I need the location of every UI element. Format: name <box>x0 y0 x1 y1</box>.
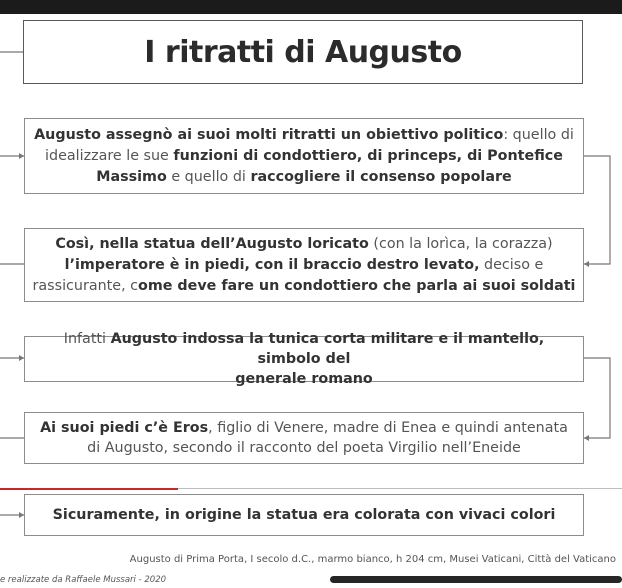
box4-line1-rest: , figlio di Venere, madre di Enea e quindi antenata <box>208 420 568 436</box>
image-caption: Augusto di Prima Porta, I secolo d.C., marmo bianco, h 204 cm, Musei Vaticani, Città del Vaticano <box>129 554 616 565</box>
box4-line1-bold: Ai suoi piedi c’è Eros <box>40 420 209 436</box>
text-box-5 <box>24 494 584 536</box>
box2-line2-bold: l’imperatore è in piedi, con il braccio destro levato, <box>64 256 480 273</box>
progress-line <box>0 488 178 490</box>
box1-line3-bold2: raccogliere il consenso popolare <box>250 168 512 185</box>
page-title: I ritratti di Augusto <box>144 34 462 70</box>
box4-line2: di Augusto, secondo il racconto del poeta Virgilio nell’Eneide <box>87 440 521 456</box>
scrollbar[interactable] <box>330 576 622 583</box>
box2-line3-start: rassicurante, c <box>32 277 139 294</box>
box5-line1-bold: Sicuramente, in origine la statua era colorata con vivaci colori <box>52 506 556 523</box>
box1-line1-bold: Augusto assegnò ai suoi molti ritratti un obiettivo politico <box>34 126 504 143</box>
title-box <box>23 20 583 84</box>
box2-line3-bold: ome deve fare un condottiero che parla ai suoi soldati <box>138 277 576 294</box>
box2-line2-rest: deciso e <box>479 256 544 273</box>
box1-line2-start: idealizzare le sue <box>45 147 174 164</box>
text-box-2 <box>24 228 584 302</box>
box3-line1-bold: Augusto indossa la tunica corta militare e il mantello, simbolo del <box>110 331 545 367</box>
divider-line <box>178 488 622 489</box>
box1-line1-rest: : quello di <box>503 126 574 143</box>
credit-text: e realizzate da Raffaele Mussari - 2020 <box>0 575 167 585</box>
text-box-4 <box>24 412 584 464</box>
box2-line1-bold: Così, nella statua dell’Augusto loricato <box>55 235 369 252</box>
box1-line3-mid: e quello di <box>166 168 251 185</box>
box1-line3-bold1: Massimo <box>96 168 167 185</box>
box3-line1-start: Infatti <box>63 331 111 347</box>
text-box-1 <box>24 118 584 194</box>
text-box-3 <box>24 331 584 387</box>
box3-line2-bold: generale romano <box>235 371 373 387</box>
box2-line1-rest: (con la lorìca, la corazza) <box>368 235 553 252</box>
box1-line2-bold: funzioni di condottiero, di princeps, di Pontefice <box>173 147 563 164</box>
